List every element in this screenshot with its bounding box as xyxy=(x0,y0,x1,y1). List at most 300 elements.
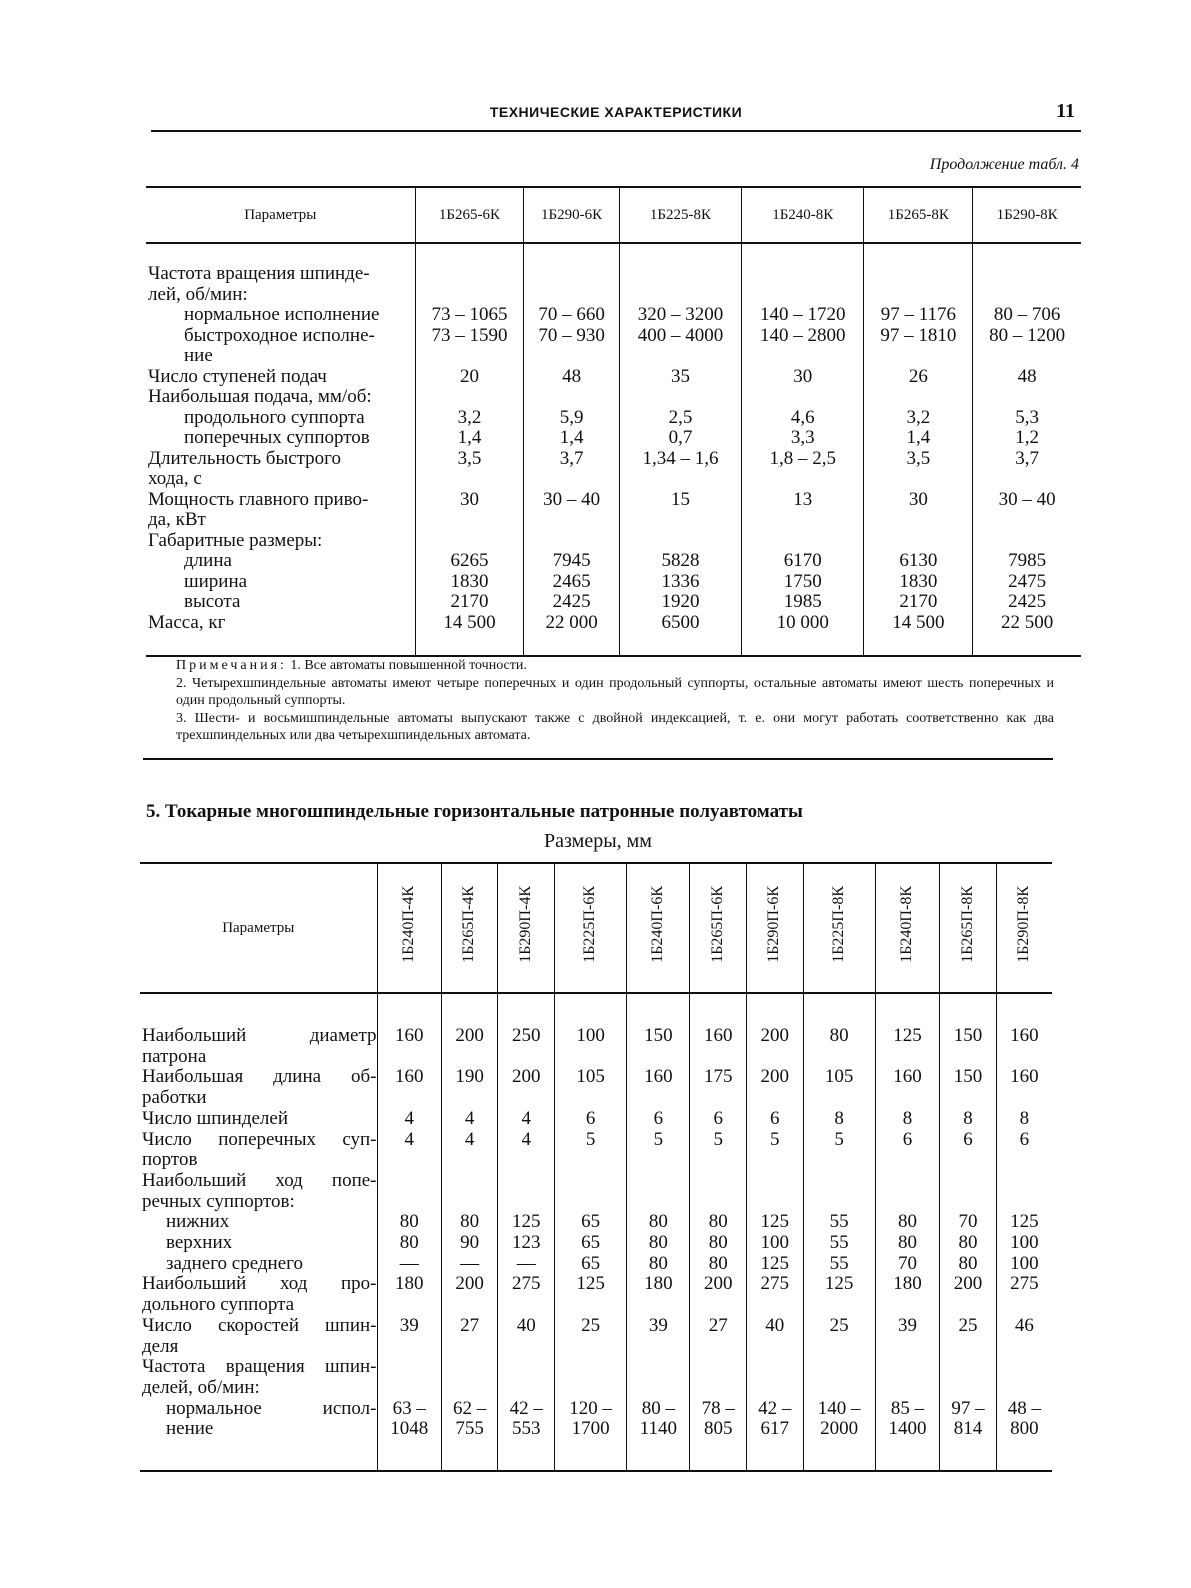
cell-value: 65 xyxy=(554,1254,626,1275)
cell-value: 3,2 xyxy=(415,408,524,429)
table-row xyxy=(146,387,1081,408)
cell-value: 150 xyxy=(940,1067,997,1088)
cell-value xyxy=(415,243,524,285)
cell-value: 800 xyxy=(996,1419,1052,1471)
cell-value xyxy=(627,1295,690,1316)
cell-value xyxy=(803,1047,875,1068)
cell-value: 3,2 xyxy=(864,408,973,429)
cell-value: 65 xyxy=(554,1212,626,1233)
cell-value xyxy=(996,1357,1052,1378)
row-label: нение xyxy=(166,1418,214,1440)
cell-value: 160 xyxy=(875,1067,939,1088)
cell-value: 4 xyxy=(441,1109,498,1130)
cell-value: 4 xyxy=(498,1130,555,1151)
cell-value: 100 xyxy=(554,993,626,1047)
page-number: 11 xyxy=(1056,100,1075,122)
cell-value: 55 xyxy=(803,1233,875,1254)
cell-value: 4 xyxy=(498,1109,555,1130)
cell-value xyxy=(441,1337,498,1358)
cell-value: — xyxy=(498,1254,555,1275)
table-row xyxy=(146,613,1081,657)
cell-value xyxy=(996,1192,1052,1213)
cell-value xyxy=(803,1295,875,1316)
cell-value: 617 xyxy=(747,1419,804,1471)
cell-value: — xyxy=(377,1254,441,1275)
cell-value xyxy=(742,243,864,285)
cell-value xyxy=(524,387,619,408)
cell-value: 80 xyxy=(875,1212,939,1233)
cell-value: 22 000 xyxy=(524,613,619,657)
cell-value: 80 xyxy=(690,1233,747,1254)
cell-value: 6 xyxy=(875,1130,939,1151)
cell-value: 20 xyxy=(415,367,524,388)
cell-value: 80 xyxy=(690,1254,747,1275)
cell-value xyxy=(554,1088,626,1109)
cell-value: 55 xyxy=(803,1212,875,1233)
cell-value xyxy=(973,285,1081,306)
cell-value: 150 xyxy=(940,993,997,1047)
row-label xyxy=(140,1171,377,1192)
cell-value: 39 xyxy=(875,1316,939,1337)
cell-value: 180 xyxy=(875,1274,939,1295)
row-label: деля xyxy=(142,1335,179,1357)
row-label: Частота вращения шпинде- xyxy=(148,263,370,284)
cell-value: 80 xyxy=(875,1233,939,1254)
table-row xyxy=(146,469,1081,490)
cell-value: 2000 xyxy=(803,1419,875,1471)
table-row xyxy=(140,1274,1052,1295)
cell-value xyxy=(441,1192,498,1213)
table-row xyxy=(146,592,1081,613)
cell-value xyxy=(973,243,1081,285)
notes-label: Примечания: xyxy=(176,658,287,673)
cell-value: 6500 xyxy=(619,613,741,657)
column-header-label: 1Б240П-6К xyxy=(648,886,666,964)
row-label: портов xyxy=(142,1149,198,1171)
cell-value: 80 xyxy=(627,1254,690,1275)
cell-value: 105 xyxy=(554,1067,626,1088)
column-header xyxy=(996,863,1052,993)
cell-value: 5 xyxy=(747,1130,804,1151)
cell-value xyxy=(864,346,973,367)
cell-value xyxy=(996,1337,1052,1358)
row-label: заднего среднего xyxy=(166,1252,303,1274)
cell-value xyxy=(996,1088,1052,1109)
column-header xyxy=(554,863,626,993)
row-label: патрона xyxy=(142,1045,207,1067)
cell-value: 80 xyxy=(377,1233,441,1254)
cell-value xyxy=(524,243,619,285)
cell-value xyxy=(742,469,864,490)
cell-value: 3,5 xyxy=(415,449,524,470)
row-label xyxy=(140,993,377,1047)
column-header: Параметры xyxy=(146,187,415,243)
cell-value: 2465 xyxy=(524,572,619,593)
row-label: нормальное исполнение xyxy=(184,304,380,325)
column-header: 1Б240-8К xyxy=(742,187,864,243)
cell-value: 1830 xyxy=(864,572,973,593)
cell-value: 80 xyxy=(441,1212,498,1233)
cell-value: 73 – 1590 xyxy=(415,326,524,347)
cell-value: 190 xyxy=(441,1067,498,1088)
cell-value xyxy=(377,1171,441,1192)
cell-value: 140 – 2800 xyxy=(742,326,864,347)
column-header xyxy=(940,863,997,993)
table-row xyxy=(146,305,1081,326)
cell-value: 5 xyxy=(803,1130,875,1151)
cell-value: 1,4 xyxy=(864,428,973,449)
cell-value: 2425 xyxy=(973,592,1081,613)
table-row xyxy=(146,285,1081,306)
row-label: хода, с xyxy=(148,468,202,489)
cell-value xyxy=(803,1337,875,1358)
cell-value xyxy=(415,285,524,306)
cell-value: 63 – xyxy=(377,1399,441,1420)
table-5 xyxy=(140,862,1052,1472)
cell-value: 6130 xyxy=(864,551,973,572)
cell-value: 30 – 40 xyxy=(524,490,619,511)
column-header: Параметры xyxy=(140,863,377,993)
cell-value xyxy=(747,1295,804,1316)
cell-value: 123 xyxy=(498,1233,555,1254)
cell-value: 39 xyxy=(377,1316,441,1337)
cell-value xyxy=(498,1378,555,1399)
column-header: 1Б265-6К xyxy=(415,187,524,243)
column-header xyxy=(441,863,498,993)
cell-value: 805 xyxy=(690,1419,747,1471)
section-divider xyxy=(143,758,1053,760)
cell-value: 180 xyxy=(377,1274,441,1295)
cell-value: 6170 xyxy=(742,551,864,572)
cell-value xyxy=(747,1192,804,1213)
cell-value xyxy=(554,1150,626,1171)
row-label xyxy=(140,1067,377,1088)
cell-value: 80 xyxy=(627,1212,690,1233)
cell-value xyxy=(498,1047,555,1068)
cell-value xyxy=(875,1171,939,1192)
column-header xyxy=(747,863,804,993)
cell-value xyxy=(524,510,619,531)
cell-value: 42 – xyxy=(747,1399,804,1420)
table-row xyxy=(140,1088,1052,1109)
cell-value: 25 xyxy=(940,1316,997,1337)
cell-value xyxy=(690,1171,747,1192)
cell-value xyxy=(996,1378,1052,1399)
cell-value xyxy=(554,1192,626,1213)
row-label: верхних xyxy=(166,1232,233,1254)
cell-value xyxy=(747,1047,804,1068)
cell-value xyxy=(742,387,864,408)
column-header: 1Б290-6К xyxy=(524,187,619,243)
cell-value: 46 xyxy=(996,1316,1052,1337)
row-label-text: Наибольший диаметр xyxy=(142,1025,377,1046)
table-5-units: Размеры, мм xyxy=(544,830,652,852)
cell-value xyxy=(864,243,973,285)
cell-value: 70 xyxy=(875,1254,939,1275)
cell-value xyxy=(864,387,973,408)
cell-value: 70 xyxy=(940,1212,997,1233)
cell-value xyxy=(875,1295,939,1316)
cell-value xyxy=(627,1378,690,1399)
cell-value: 80 – 1200 xyxy=(973,326,1081,347)
cell-value xyxy=(864,510,973,531)
cell-value xyxy=(864,285,973,306)
cell-value: 6 xyxy=(554,1109,626,1130)
cell-value xyxy=(498,1088,555,1109)
cell-value xyxy=(940,1295,997,1316)
cell-value: 160 xyxy=(627,1067,690,1088)
cell-value: 100 xyxy=(996,1233,1052,1254)
cell-value: 6 xyxy=(747,1109,804,1130)
cell-value xyxy=(415,469,524,490)
cell-value xyxy=(747,1357,804,1378)
cell-value: 140 – xyxy=(803,1399,875,1420)
cell-value: 160 xyxy=(690,993,747,1047)
column-header: 1Б265-8К xyxy=(864,187,973,243)
row-label: Число шпинделей xyxy=(142,1107,288,1129)
cell-value: 27 xyxy=(690,1316,747,1337)
cell-value: 97 – xyxy=(940,1399,997,1420)
table-row xyxy=(140,1399,1052,1420)
table-row xyxy=(146,346,1081,367)
cell-value xyxy=(940,1357,997,1378)
cell-value: 97 – 1810 xyxy=(864,326,973,347)
cell-value xyxy=(875,1357,939,1378)
cell-value: 125 xyxy=(498,1212,555,1233)
cell-value xyxy=(627,1192,690,1213)
table-row xyxy=(146,551,1081,572)
cell-value xyxy=(377,1378,441,1399)
table-row xyxy=(146,490,1081,511)
table-5-header-row xyxy=(140,863,1052,993)
cell-value xyxy=(619,469,741,490)
cell-value: 8 xyxy=(940,1109,997,1130)
column-header xyxy=(627,863,690,993)
cell-value: 1985 xyxy=(742,592,864,613)
row-label: Наибольшая подача, мм/об: xyxy=(148,386,372,407)
cell-value: 97 – 1176 xyxy=(864,305,973,326)
cell-value: 27 xyxy=(441,1316,498,1337)
column-header xyxy=(690,863,747,993)
cell-value xyxy=(498,1295,555,1316)
cell-value xyxy=(441,1171,498,1192)
column-header-label: 1Б265П-4К xyxy=(460,886,478,964)
cell-value xyxy=(554,1295,626,1316)
cell-value xyxy=(627,1171,690,1192)
cell-value: 1,8 – 2,5 xyxy=(742,449,864,470)
cell-value xyxy=(996,1171,1052,1192)
cell-value: 4 xyxy=(441,1130,498,1151)
column-header-label: 1Б290П-6К xyxy=(765,886,783,964)
cell-value: 250 xyxy=(498,993,555,1047)
cell-value: 15 xyxy=(619,490,741,511)
cell-value: 2170 xyxy=(864,592,973,613)
cell-value: 80 – xyxy=(627,1399,690,1420)
row-label-text: Наибольший ход про- xyxy=(142,1273,377,1295)
table-row xyxy=(140,1337,1052,1358)
row-label: высота xyxy=(184,591,241,612)
cell-value xyxy=(441,1357,498,1378)
cell-value xyxy=(747,1088,804,1109)
column-header xyxy=(377,863,441,993)
cell-value xyxy=(690,1378,747,1399)
cell-value: 160 xyxy=(996,1067,1052,1088)
cell-value: 200 xyxy=(940,1274,997,1295)
cell-value: 1048 xyxy=(377,1419,441,1471)
table-5-body xyxy=(140,993,1052,1471)
cell-value xyxy=(377,1295,441,1316)
table-row xyxy=(146,449,1081,470)
cell-value xyxy=(441,1150,498,1171)
cell-value: 5 xyxy=(690,1130,747,1151)
row-label: быстроходное исполне- xyxy=(184,324,375,346)
cell-value xyxy=(377,1357,441,1378)
table-row xyxy=(140,1316,1052,1337)
row-label: Число ступеней подач xyxy=(148,365,327,387)
table-row xyxy=(146,510,1081,531)
cell-value: 48 xyxy=(973,367,1081,388)
cell-value xyxy=(875,1337,939,1358)
cell-value: 7945 xyxy=(524,551,619,572)
cell-value: 3,7 xyxy=(524,449,619,470)
cell-value: 814 xyxy=(940,1419,997,1471)
cell-value: 125 xyxy=(747,1212,804,1233)
cell-value: 320 – 3200 xyxy=(619,305,741,326)
cell-value xyxy=(415,387,524,408)
cell-value: 125 xyxy=(996,1212,1052,1233)
cell-value: 1700 xyxy=(554,1419,626,1471)
column-header xyxy=(875,863,939,993)
cell-value xyxy=(803,1088,875,1109)
cell-value: 1400 xyxy=(875,1419,939,1471)
cell-value: 48 xyxy=(524,367,619,388)
cell-value: 8 xyxy=(875,1109,939,1130)
table-row xyxy=(146,531,1081,552)
cell-value xyxy=(690,1192,747,1213)
table-row xyxy=(140,1378,1052,1399)
row-label-text: Число скоростей шпин- xyxy=(142,1314,377,1336)
cell-value: 26 xyxy=(864,367,973,388)
row-label: речных суппортов: xyxy=(142,1190,295,1212)
cell-value: 22 500 xyxy=(973,613,1081,657)
table-row xyxy=(146,408,1081,429)
row-label: ние xyxy=(184,345,213,366)
cell-value xyxy=(498,1337,555,1358)
cell-value: 1336 xyxy=(619,572,741,593)
table-row xyxy=(140,1233,1052,1254)
cell-value: 140 – 1720 xyxy=(742,305,864,326)
table-row xyxy=(146,428,1081,449)
row-label-text: Наибольший ход попе- xyxy=(142,1169,377,1191)
notes xyxy=(176,657,1054,745)
table-row xyxy=(146,367,1081,388)
row-label: Масса, кг xyxy=(148,611,226,633)
cell-value xyxy=(973,510,1081,531)
cell-value xyxy=(875,1150,939,1171)
table-4-header-row xyxy=(146,187,1081,243)
cell-value: 5,3 xyxy=(973,408,1081,429)
cell-value: 80 xyxy=(627,1233,690,1254)
cell-value xyxy=(973,531,1081,552)
cell-value xyxy=(940,1171,997,1192)
cell-value xyxy=(742,285,864,306)
cell-value xyxy=(377,1192,441,1213)
running-header-title: ТЕХНИЧЕСКИЕ ХАРАКТЕРИСТИКИ xyxy=(489,104,743,120)
cell-value xyxy=(377,1088,441,1109)
note-1-text: 1. Все автоматы повышенной точности. xyxy=(290,658,527,673)
cell-value xyxy=(554,1357,626,1378)
cell-value: 1140 xyxy=(627,1419,690,1471)
cell-value: 80 xyxy=(377,1212,441,1233)
cell-value xyxy=(415,510,524,531)
cell-value: 1,2 xyxy=(973,428,1081,449)
cell-value: 80 xyxy=(940,1233,997,1254)
cell-value xyxy=(627,1150,690,1171)
cell-value xyxy=(803,1171,875,1192)
row-label: ширина xyxy=(184,570,248,592)
table-row xyxy=(140,1212,1052,1233)
cell-value: 30 – 40 xyxy=(973,490,1081,511)
row-label-text: Число поперечных суп- xyxy=(142,1128,377,1150)
row-label xyxy=(140,1274,377,1295)
cell-value: 200 xyxy=(498,1067,555,1088)
cell-value xyxy=(619,510,741,531)
cell-value: 80 xyxy=(690,1212,747,1233)
cell-value: 25 xyxy=(554,1316,626,1337)
cell-value: 180 xyxy=(627,1274,690,1295)
cell-value xyxy=(803,1192,875,1213)
cell-value xyxy=(415,346,524,367)
column-header-label: 1Б265П-8К xyxy=(958,886,976,964)
cell-value xyxy=(619,531,741,552)
cell-value xyxy=(973,387,1081,408)
table-row xyxy=(140,1109,1052,1130)
cell-value: 48 – xyxy=(996,1399,1052,1420)
row-label: лей, об/мин: xyxy=(148,283,248,305)
row-label-text: Наибольшая длина об- xyxy=(142,1066,377,1088)
cell-value: 39 xyxy=(627,1316,690,1337)
cell-value xyxy=(554,1337,626,1358)
cell-value xyxy=(803,1378,875,1399)
row-label xyxy=(140,1316,377,1337)
cell-value xyxy=(996,1047,1052,1068)
cell-value: 8 xyxy=(803,1109,875,1130)
cell-value xyxy=(619,285,741,306)
table-row xyxy=(140,1254,1052,1275)
cell-value xyxy=(940,1047,997,1068)
cell-value xyxy=(377,1337,441,1358)
column-header: 1Б225-8К xyxy=(619,187,741,243)
cell-value: 80 – 706 xyxy=(973,305,1081,326)
cell-value: 5,9 xyxy=(524,408,619,429)
cell-value: 200 xyxy=(441,993,498,1047)
cell-value: 13 xyxy=(742,490,864,511)
cell-value xyxy=(498,1150,555,1171)
note-1 xyxy=(176,657,1054,675)
column-header-label: 1Б290П-8К xyxy=(1015,886,1032,964)
cell-value: 42 – xyxy=(498,1399,555,1420)
cell-value: 70 – 930 xyxy=(524,326,619,347)
table-row xyxy=(146,243,1081,285)
cell-value xyxy=(864,469,973,490)
cell-value: 275 xyxy=(747,1274,804,1295)
row-label: продольного суппорта xyxy=(184,406,365,428)
row-label: да, кВт xyxy=(148,509,206,530)
cell-value xyxy=(627,1088,690,1109)
table-row xyxy=(140,1150,1052,1171)
cell-value: 8 xyxy=(996,1109,1052,1130)
cell-value: 30 xyxy=(415,490,524,511)
